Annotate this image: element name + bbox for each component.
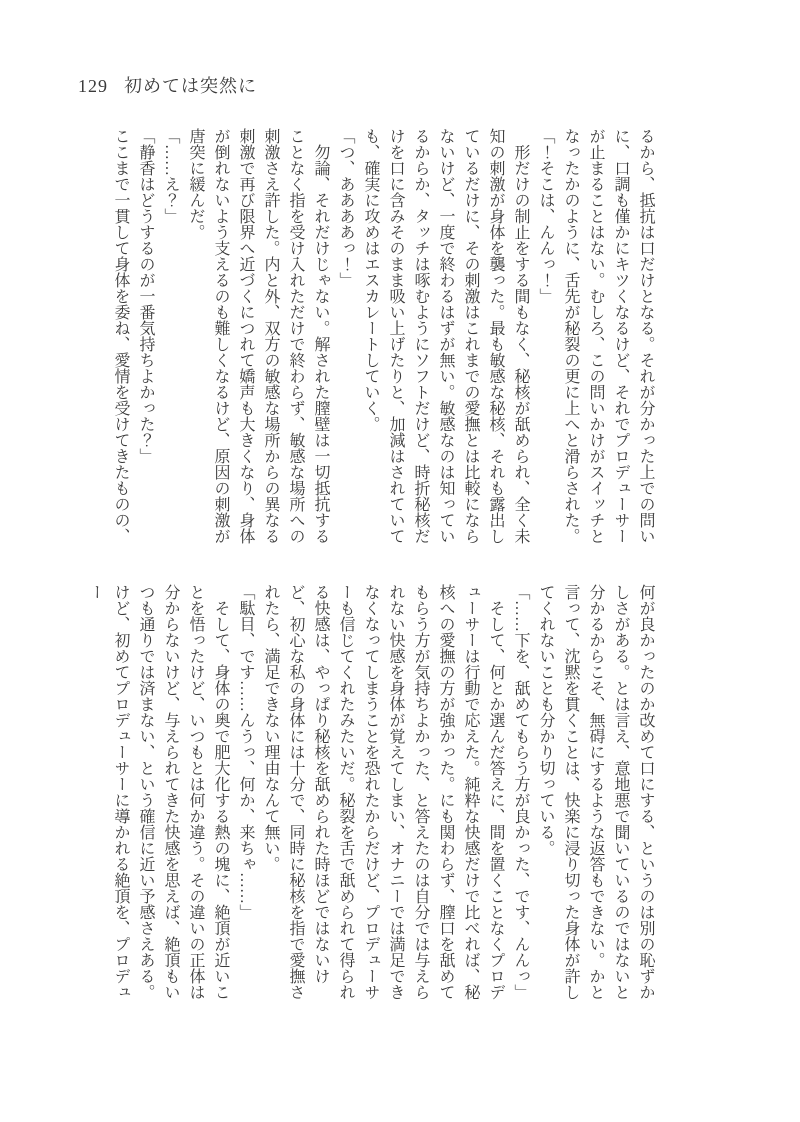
paragraph: るから、抵抗は口だけとなる。それが分かった上での問いに、口調も僅かにキツくなるけど、それでプロデューサーが止まることはない。むしろ、この問いかけがスイッチとなったかのように、舌先が秘裂の更に上へと滑らされた。 (562, 128, 654, 544)
paragraph: 形だけの制止をする間もなく、秘核が舐められ、全く未知の刺激が身体を襲った。最も敏感な秘核、それも露出しているだけに、その刺激はこれまでの愛撫とは比較にならないけど、一度で終わるはずが無い。敏感なのは知っているからか、タッチは啄むようにソフトだけど、時折秘核だけを口に含みそのまま吸い上げたりと、加減はされていても、確実に攻めはエスカレートしていく。 (362, 128, 529, 544)
paragraph: そして、何とか選んだ答えに、間を置くことなくプロデューサーは行動で応えた。純粋な快感だけで比べれば、秘核への愛撫の方が強かった。にも関わらず、膣口を舐めてもらう方が気持ちよかった、と答えたのは自分では与えられない快感を身体が覚えてしまい、オナニーでは満足できなくなってしまうことを恐れたからだけど、プロデューサーも信じてくれたみたいだ。秘裂を舌で舐められて得られる快感は、やっぱり秘核を舐められた時ほどではないけど、初心な私の身体には十分で、同時に秘核を指で愛撫されたら、満足できない理由なんて無い。 (262, 584, 504, 1000)
dialogue-line: 「……え？」 (162, 128, 179, 224)
dialogue-line: 「！そこは、んんっ！」 (537, 128, 554, 304)
dialogue-line: 「……下を、舐めてもらう方が良かった、です、んんっ」 (512, 584, 529, 1000)
chapter-title: 初めては突然に (124, 76, 257, 96)
dialogue-line: 「静香はどうするのが一番気持ちよかった？」 (137, 128, 154, 464)
upper-text-block (73, 128, 658, 544)
page-header (78, 72, 257, 98)
paragraph: 何が良かったのか改めて口にする、というのは別の恥ずかしさがある。とは言え、意地悪で聞いているのではないと分かるからこそ、無碍にするような返答もできない。かと言って、沈黙を貫くことは、快楽に浸り切った身体が許してくれないことも分かり切っている。 (537, 584, 654, 1000)
lower-text-block (73, 584, 658, 1000)
paragraph: 勿論、それだけじゃない。解された膣壁は一切抵抗することなく指を受け入れただけで終わらず、敏感な場所への刺激さえ許した。内と外、双方の敏感な場所からの異なる刺激で再び限界へ近づくにつれて嬌声も大きくなり、身体が倒れないよう支えるのも難しくなるけど、原因の刺激が唐突に緩んだ。 (187, 128, 329, 544)
dialogue-line: 「つ、ああああっ！」 (337, 128, 354, 288)
paragraph: そして、身体の奥で肥大化する熱の塊に、絶頂が近いことを悟ったけど、いつもとは何か違う。その違いの正体は分からないけど、与えられてきた快感を思えば、絶頂もいつも通りでは済まない、という確信に近い予感さえある。けど、初めてプロデューサーに導かれる絶頂を、プロデュー (87, 584, 229, 1000)
paragraph: ここまで一貫して身体を委ね、愛情を受けてきたものの、 (112, 128, 129, 544)
page-number: 129 (78, 76, 108, 96)
dialogue-line: 「駄目、です……んうっ、何か、来ちゃ……」 (237, 584, 254, 920)
